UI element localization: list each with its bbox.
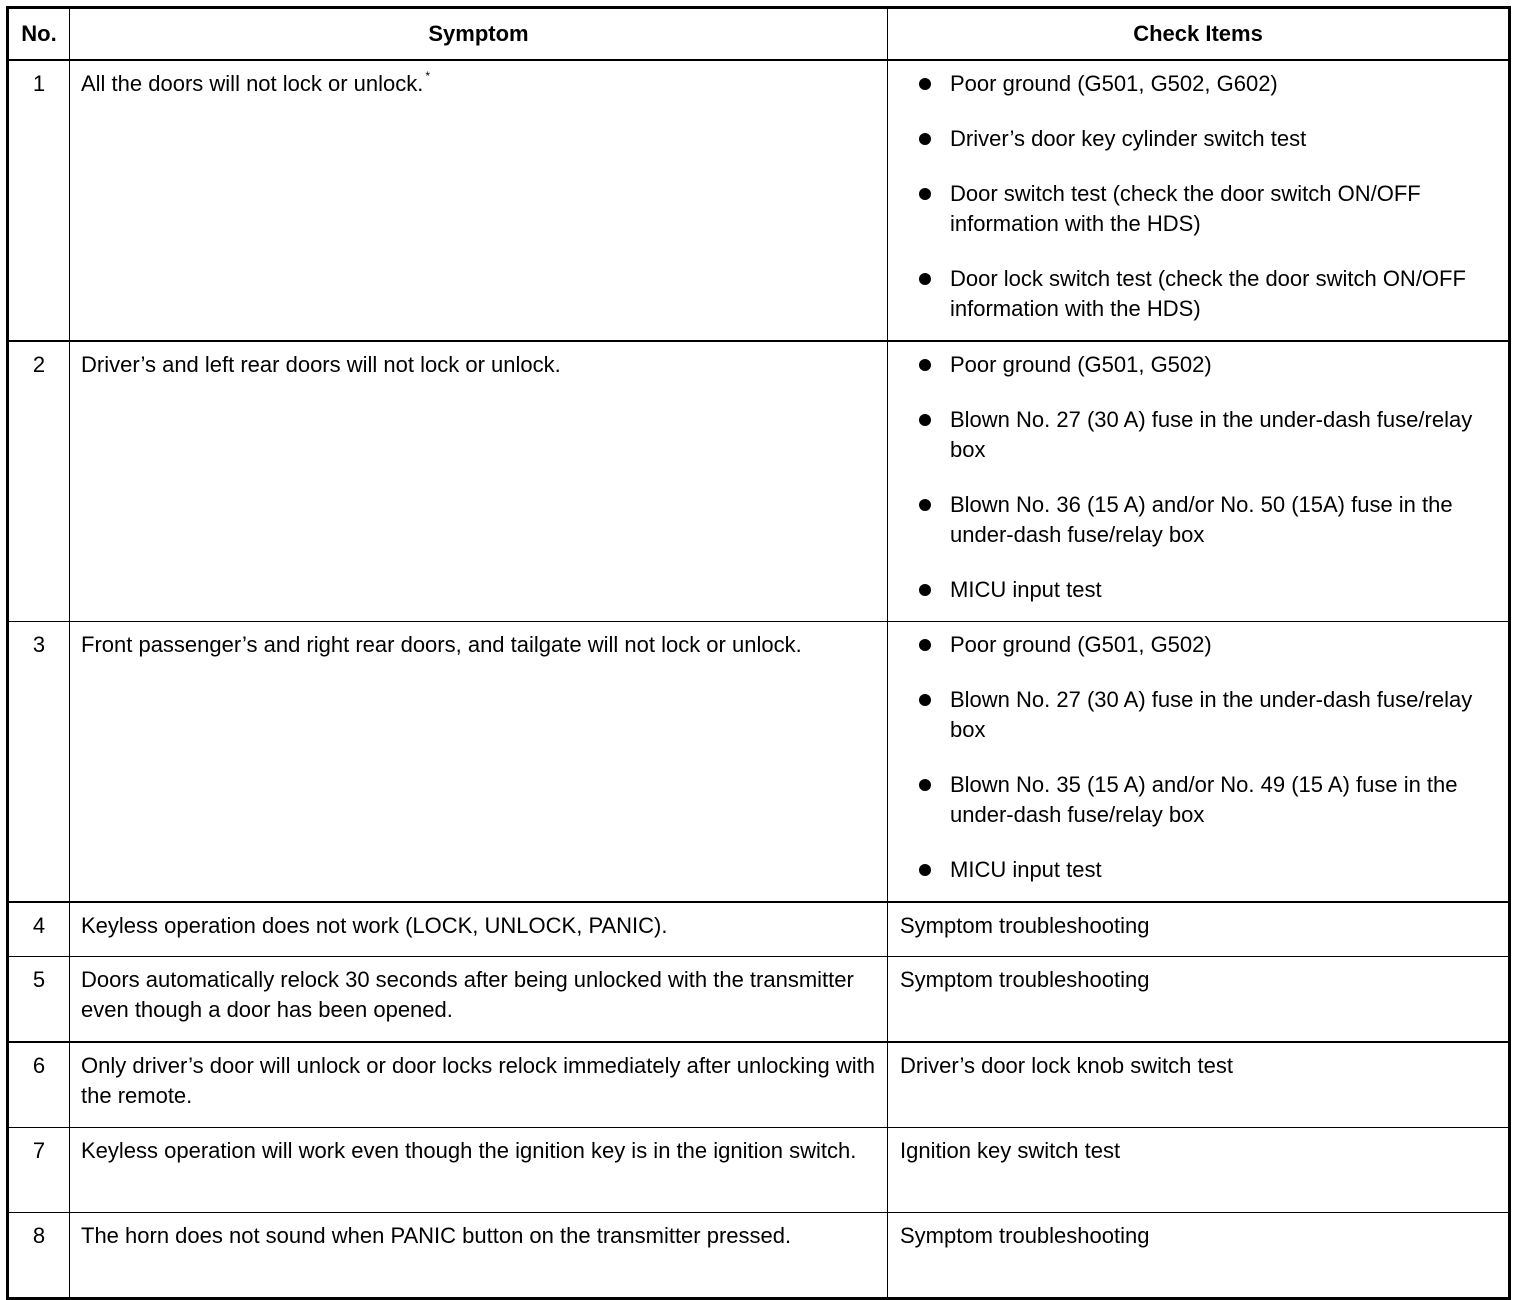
check-items-cell: Ignition key switch test — [888, 1128, 1510, 1213]
check-items-cell: Symptom troubleshooting — [888, 902, 1510, 957]
bullet-icon — [919, 78, 931, 90]
bullet-icon — [919, 359, 931, 371]
row-number: 2 — [8, 341, 70, 622]
check-item: Poor ground (G501, G502) — [900, 350, 1498, 380]
row-number: 8 — [8, 1213, 70, 1299]
table-row — [8, 1128, 1510, 1213]
bullet-icon — [919, 639, 931, 651]
check-item: MICU input test — [900, 575, 1498, 605]
header-no: No. — [8, 8, 70, 61]
bullet-icon — [919, 694, 931, 706]
bullet-icon — [919, 414, 931, 426]
table-row — [8, 1213, 1510, 1299]
check-item: Blown No. 27 (30 A) fuse in the under-dash fuse/relay box — [900, 405, 1498, 465]
row-number: 3 — [8, 622, 70, 903]
symptom-cell: Keyless operation does not work (LOCK, UNLOCK, PANIC). — [70, 902, 888, 957]
check-items-cell — [888, 341, 1510, 622]
symptom-cell: Front passenger’s and right rear doors, and tailgate will not lock or unlock. — [70, 622, 888, 903]
check-items-cell — [888, 622, 1510, 903]
row-number: 5 — [8, 957, 70, 1043]
row-number: 1 — [8, 60, 70, 341]
check-items-list — [900, 630, 1498, 901]
symptom-cell: Doors automatically relock 30 seconds after being unlocked with the transmitter even though a door has been opened. — [70, 957, 888, 1043]
row-number: 4 — [8, 902, 70, 957]
table-row — [8, 957, 1510, 1043]
bullet-icon — [919, 584, 931, 596]
header-symptom: Symptom — [70, 8, 888, 61]
check-items-cell: Symptom troubleshooting — [888, 957, 1510, 1043]
symptom-cell — [70, 60, 888, 341]
row-number: 7 — [8, 1128, 70, 1213]
check-item: Poor ground (G501, G502, G602) — [900, 69, 1498, 99]
bullet-icon — [919, 499, 931, 511]
symptom-cell: Driver’s and left rear doors will not lock or unlock. — [70, 341, 888, 622]
symptom-text: All the doors will not lock or unlock. — [81, 71, 424, 96]
check-items-list — [900, 69, 1498, 340]
table-row — [8, 902, 1510, 957]
table-row — [8, 622, 1510, 903]
header-row — [8, 8, 1510, 61]
check-item: MICU input test — [900, 855, 1498, 885]
header-check-items: Check Items — [888, 8, 1510, 61]
check-items-cell: Symptom troubleshooting — [888, 1213, 1510, 1299]
bullet-icon — [919, 779, 931, 791]
table-row — [8, 60, 1510, 341]
check-item: Door switch test (check the door switch ON/OFF information with the HDS) — [900, 179, 1498, 239]
check-item: Blown No. 36 (15 A) and/or No. 50 (15A) fuse in the under-dash fuse/relay box — [900, 490, 1498, 550]
check-item: Door lock switch test (check the door switch ON/OFF information with the HDS) — [900, 264, 1498, 324]
table-row — [8, 341, 1510, 622]
symptom-cell: The horn does not sound when PANIC button on the transmitter pressed. — [70, 1213, 888, 1299]
footnote-marker: * — [425, 69, 431, 83]
symptom-cell: Only driver’s door will unlock or door locks relock immediately after unlocking with the remote. — [70, 1042, 888, 1128]
symptom-cell: Keyless operation will work even though the ignition key is in the ignition switch. — [70, 1128, 888, 1213]
check-item: Poor ground (G501, G502) — [900, 630, 1498, 660]
row-number: 6 — [8, 1042, 70, 1128]
check-item: Blown No. 27 (30 A) fuse in the under-dash fuse/relay box — [900, 685, 1498, 745]
check-items-cell: Driver’s door lock knob switch test — [888, 1042, 1510, 1128]
check-item: Blown No. 35 (15 A) and/or No. 49 (15 A) fuse in the under-dash fuse/relay box — [900, 770, 1498, 830]
table-row — [8, 1042, 1510, 1128]
bullet-icon — [919, 133, 931, 145]
check-item: Driver’s door key cylinder switch test — [900, 124, 1498, 154]
bullet-icon — [919, 188, 931, 200]
bullet-icon — [919, 864, 931, 876]
bullet-icon — [919, 273, 931, 285]
troubleshooting-table — [6, 6, 1511, 1300]
check-items-list — [900, 350, 1498, 621]
check-items-cell — [888, 60, 1510, 341]
